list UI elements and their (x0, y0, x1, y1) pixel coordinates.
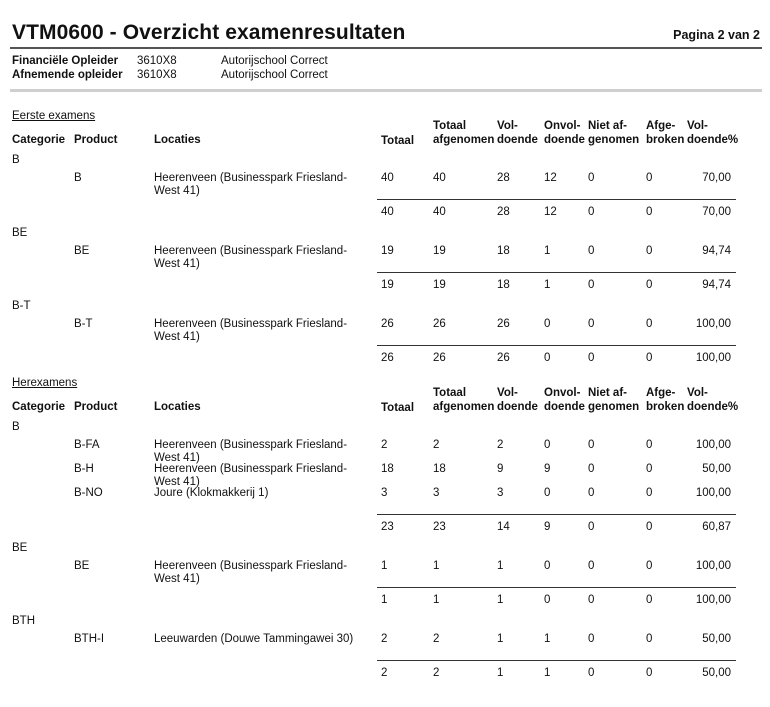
col-header-afgebroken: Afge- (646, 120, 676, 132)
location-cell: Heerenveen (Businesspark Friesland-West 41) (154, 245, 348, 270)
col-header-onvoldoende: doende (544, 134, 585, 146)
value-cell-totaal: 1 (381, 560, 388, 572)
subtotal-rule (377, 272, 736, 273)
value-cell-niet-afgenomen: 0 (588, 560, 595, 572)
value-cell-pct: 50,00 (702, 463, 731, 475)
value-cell-afgenomen: 1 (433, 560, 440, 572)
page-indicator: Pagina 2 van 2 (673, 28, 760, 42)
subtotal-cell-pct: 94,74 (702, 279, 731, 291)
value-cell-totaal: 40 (381, 172, 394, 184)
subtotal-cell-afgenomen: 19 (433, 279, 446, 291)
col-header-totaal: Totaal (381, 402, 415, 414)
location-cell: Heerenveen (Businesspark Friesland-West 41) (154, 172, 348, 197)
subtotal-cell-voldoende: 26 (497, 352, 510, 364)
value-cell-pct: 100,00 (695, 487, 731, 499)
subtotal-cell-totaal: 23 (381, 521, 394, 533)
value-cell-pct: 50,00 (702, 633, 731, 645)
col-header-afgebroken: broken (646, 134, 685, 146)
subtotal-rule (377, 199, 736, 200)
value-cell-afgenomen: 40 (433, 172, 446, 184)
product-cell: B (74, 172, 82, 184)
col-header-voldoende: Vol- (497, 120, 518, 132)
meta-name: Autorijschool Correct (221, 69, 328, 81)
col-header-product: Product (74, 401, 118, 413)
col-header-voldoende: Vol- (497, 387, 518, 399)
meta-label: Afnemende opleider (12, 69, 123, 81)
value-cell-pct: 100,00 (695, 318, 731, 330)
meta-code: 3610X8 (137, 69, 177, 81)
col-header-voldoende: doende (497, 401, 538, 413)
category-label: BE (12, 227, 28, 239)
meta-code: 3610X8 (137, 55, 177, 67)
subtotal-cell-afgebroken: 0 (646, 521, 653, 533)
subtotal-cell-afgenomen: 1 (433, 594, 440, 606)
subtotal-cell-niet-afgenomen: 0 (588, 667, 595, 679)
value-cell-voldoende: 1 (497, 560, 504, 572)
col-header-niet-afgenomen: genomen (588, 134, 640, 146)
col-header-product: Product (74, 134, 118, 146)
value-cell-onvoldoende: 0 (544, 439, 551, 451)
value-cell-niet-afgenomen: 0 (588, 318, 595, 330)
meta-label: Financiële Opleider (12, 55, 119, 67)
value-cell-afgenomen: 3 (433, 487, 440, 499)
subtotal-cell-onvoldoende: 0 (544, 594, 551, 606)
value-cell-pct: 94,74 (702, 245, 731, 257)
product-cell: B-T (74, 318, 93, 330)
product-cell: BTH-I (74, 633, 105, 645)
section-title: Eerste examens (12, 110, 96, 122)
value-cell-afgenomen: 2 (433, 633, 440, 645)
product-cell: B-NO (74, 487, 103, 499)
value-cell-pct: 100,00 (695, 560, 731, 572)
subtotal-cell-onvoldoende: 0 (544, 352, 551, 364)
value-cell-afgebroken: 0 (646, 439, 653, 451)
subtotal-cell-pct: 100,00 (695, 352, 731, 364)
subtotal-cell-afgenomen: 2 (433, 667, 440, 679)
subtotal-cell-onvoldoende: 1 (544, 279, 551, 291)
report-title: VTM0600 - Overzicht examenresultaten (12, 21, 406, 44)
value-cell-afgebroken: 0 (646, 560, 653, 572)
col-header-onvoldoende: Onvol- (544, 387, 581, 399)
subtotal-cell-onvoldoende: 9 (544, 521, 551, 533)
col-header-voldoende-pct: doende% (687, 134, 739, 146)
value-cell-voldoende: 26 (497, 318, 510, 330)
meta-rule (10, 89, 762, 92)
category-label: BTH (12, 615, 35, 627)
value-cell-onvoldoende: 1 (544, 633, 551, 645)
subtotal-cell-totaal: 26 (381, 352, 394, 364)
subtotal-cell-pct: 70,00 (702, 206, 731, 218)
section-title: Herexamens (12, 377, 78, 389)
value-cell-voldoende: 3 (497, 487, 504, 499)
value-cell-afgebroken: 0 (646, 633, 653, 645)
product-cell: BE (74, 245, 90, 257)
col-header-afgebroken: broken (646, 401, 685, 413)
value-cell-afgenomen: 26 (433, 318, 446, 330)
value-cell-afgenomen: 19 (433, 245, 446, 257)
value-cell-voldoende: 9 (497, 463, 504, 475)
value-cell-onvoldoende: 0 (544, 560, 551, 572)
col-header-categorie: Categorie (12, 134, 66, 146)
value-cell-afgebroken: 0 (646, 245, 653, 257)
meta-name: Autorijschool Correct (221, 55, 328, 67)
subtotal-rule (377, 514, 736, 515)
location-cell: Heerenveen (Businesspark Friesland-West 41) (154, 463, 348, 488)
col-header-afgenomen: afgenomen (433, 401, 495, 413)
value-cell-pct: 70,00 (702, 172, 731, 184)
subtotal-cell-niet-afgenomen: 0 (588, 352, 595, 364)
value-cell-niet-afgenomen: 0 (588, 172, 595, 184)
location-cell: Joure (Klokmakkerij 1) (154, 487, 269, 499)
col-header-locaties: Locaties (154, 401, 201, 413)
product-cell: BE (74, 560, 90, 572)
value-cell-totaal: 2 (381, 633, 388, 645)
subtotal-cell-voldoende: 14 (497, 521, 510, 533)
value-cell-niet-afgenomen: 0 (588, 439, 595, 451)
title-rule (10, 47, 762, 49)
value-cell-onvoldoende: 0 (544, 318, 551, 330)
subtotal-cell-afgebroken: 0 (646, 206, 653, 218)
col-header-niet-afgenomen: genomen (588, 401, 640, 413)
subtotal-cell-niet-afgenomen: 0 (588, 279, 595, 291)
subtotal-cell-pct: 60,87 (702, 521, 731, 533)
value-cell-onvoldoende: 9 (544, 463, 551, 475)
col-header-voldoende-pct: Vol- (687, 120, 708, 132)
value-cell-niet-afgenomen: 0 (588, 245, 595, 257)
category-label: B (12, 154, 20, 166)
location-cell: Heerenveen (Businesspark Friesland-West 41) (154, 318, 348, 343)
col-header-locaties: Locaties (154, 134, 201, 146)
subtotal-cell-voldoende: 28 (497, 206, 510, 218)
subtotal-cell-onvoldoende: 1 (544, 667, 551, 679)
value-cell-afgebroken: 0 (646, 318, 653, 330)
value-cell-totaal: 2 (381, 439, 388, 451)
subtotal-rule (377, 660, 736, 661)
product-cell: B-FA (74, 439, 100, 451)
col-header-totaal: Totaal (381, 135, 415, 147)
col-header-voldoende-pct: doende% (687, 401, 739, 413)
col-header-niet-afgenomen: Niet af- (588, 120, 627, 132)
location-cell: Leeuwarden (Douwe Tammingawei 30) (154, 633, 354, 645)
subtotal-cell-pct: 50,00 (702, 667, 731, 679)
subtotal-cell-totaal: 40 (381, 206, 394, 218)
value-cell-niet-afgenomen: 0 (588, 633, 595, 645)
value-cell-totaal: 19 (381, 245, 394, 257)
value-cell-afgebroken: 0 (646, 172, 653, 184)
value-cell-afgenomen: 2 (433, 439, 440, 451)
value-cell-afgebroken: 0 (646, 463, 653, 475)
subtotal-cell-afgebroken: 0 (646, 667, 653, 679)
subtotal-cell-afgenomen: 40 (433, 206, 446, 218)
subtotal-cell-pct: 100,00 (695, 594, 731, 606)
value-cell-onvoldoende: 1 (544, 245, 551, 257)
subtotal-cell-niet-afgenomen: 0 (588, 521, 595, 533)
value-cell-totaal: 18 (381, 463, 394, 475)
col-header-onvoldoende: Onvol- (544, 120, 581, 132)
category-label: B-T (12, 300, 31, 312)
subtotal-cell-afgebroken: 0 (646, 279, 653, 291)
col-header-voldoende: doende (497, 134, 538, 146)
category-label: BE (12, 542, 28, 554)
col-header-categorie: Categorie (12, 401, 66, 413)
col-header-afgebroken: Afge- (646, 387, 676, 399)
value-cell-afgebroken: 0 (646, 487, 653, 499)
subtotal-cell-voldoende: 1 (497, 594, 504, 606)
subtotal-rule (377, 345, 736, 346)
value-cell-totaal: 3 (381, 487, 388, 499)
col-header-afgenomen: Totaal (433, 387, 467, 399)
product-cell: B-H (74, 463, 94, 475)
value-cell-afgenomen: 18 (433, 463, 446, 475)
subtotal-cell-afgebroken: 0 (646, 352, 653, 364)
col-header-afgenomen: afgenomen (433, 134, 495, 146)
category-label: B (12, 421, 20, 433)
col-header-afgenomen: Totaal (433, 120, 467, 132)
value-cell-voldoende: 18 (497, 245, 510, 257)
subtotal-cell-afgenomen: 23 (433, 521, 446, 533)
value-cell-niet-afgenomen: 0 (588, 463, 595, 475)
location-cell: Heerenveen (Businesspark Friesland-West 41) (154, 439, 348, 464)
col-header-niet-afgenomen: Niet af- (588, 387, 627, 399)
value-cell-niet-afgenomen: 0 (588, 487, 595, 499)
subtotal-cell-onvoldoende: 12 (544, 206, 557, 218)
col-header-voldoende-pct: Vol- (687, 387, 708, 399)
subtotal-cell-niet-afgenomen: 0 (588, 594, 595, 606)
subtotal-cell-totaal: 2 (381, 667, 388, 679)
subtotal-cell-voldoende: 1 (497, 667, 504, 679)
location-cell: Heerenveen (Businesspark Friesland-West 41) (154, 560, 348, 585)
value-cell-onvoldoende: 12 (544, 172, 557, 184)
value-cell-voldoende: 2 (497, 439, 504, 451)
value-cell-voldoende: 1 (497, 633, 504, 645)
subtotal-rule (377, 587, 736, 588)
subtotal-cell-voldoende: 18 (497, 279, 510, 291)
value-cell-voldoende: 28 (497, 172, 510, 184)
value-cell-onvoldoende: 0 (544, 487, 551, 499)
subtotal-cell-afgenomen: 26 (433, 352, 446, 364)
subtotal-cell-afgebroken: 0 (646, 594, 653, 606)
value-cell-totaal: 26 (381, 318, 394, 330)
col-header-onvoldoende: doende (544, 401, 585, 413)
subtotal-cell-totaal: 1 (381, 594, 388, 606)
subtotal-cell-niet-afgenomen: 0 (588, 206, 595, 218)
subtotal-cell-totaal: 19 (381, 279, 394, 291)
value-cell-pct: 100,00 (695, 439, 731, 451)
